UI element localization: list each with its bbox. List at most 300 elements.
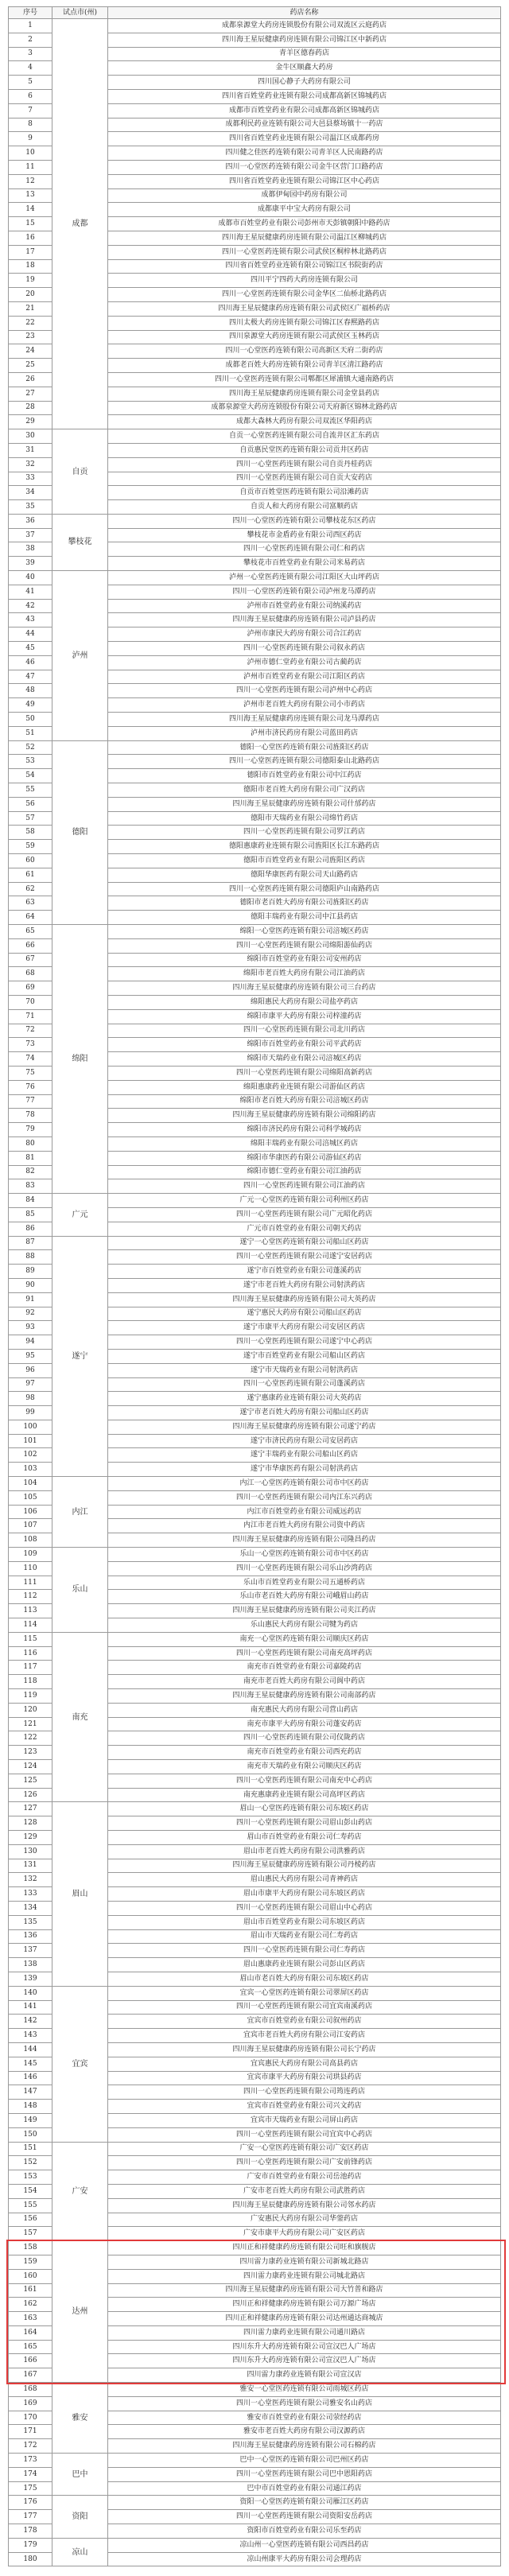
row-seq: 95 bbox=[9, 1349, 52, 1363]
row-store-name: 绵阳惠康药业连锁有限公司游仙区药店 bbox=[108, 1080, 501, 1094]
row-seq: 75 bbox=[9, 1066, 52, 1080]
row-seq: 45 bbox=[9, 642, 52, 656]
row-city: 德阳 bbox=[52, 740, 108, 924]
row-store-name: 德阳惠康药业连锁有限公司旌阳区长江东路药店 bbox=[108, 840, 501, 854]
row-store-name: 成都市百姓堂药业有限公司成都高新区锦城药店 bbox=[108, 103, 501, 118]
table-row bbox=[9, 19, 501, 33]
row-store-name: 眉山一心堂医药连锁有限公司东坡区药店 bbox=[108, 1802, 501, 1816]
row-seq: 119 bbox=[9, 1689, 52, 1704]
row-seq: 62 bbox=[9, 882, 52, 896]
row-store-name: 眉山市百姓堂药业有限公司东坡区药店 bbox=[108, 1915, 501, 1929]
row-seq: 97 bbox=[9, 1377, 52, 1392]
row-seq: 137 bbox=[9, 1944, 52, 1958]
row-store-name: 南充市天瑞药业有限公司顺庆区药店 bbox=[108, 1760, 501, 1774]
row-store-name: 泸州市济民药房有限公司蓝田药店 bbox=[108, 726, 501, 740]
table-row bbox=[9, 925, 501, 939]
row-store-name: 遂宁市济民药房有限公司安居药店 bbox=[108, 1434, 501, 1448]
row-seq: 116 bbox=[9, 1646, 52, 1661]
row-city: 广安 bbox=[52, 2142, 108, 2241]
row-store-name: 四川一心堂医药连锁有限公司泸州龙马潭药店 bbox=[108, 585, 501, 599]
row-seq: 41 bbox=[9, 585, 52, 599]
row-seq: 69 bbox=[9, 981, 52, 996]
row-seq: 127 bbox=[9, 1802, 52, 1816]
row-store-name: 四川一心堂医药连锁有限公司仁和药店 bbox=[108, 542, 501, 557]
row-seq: 176 bbox=[9, 2496, 52, 2510]
row-seq: 99 bbox=[9, 1406, 52, 1420]
row-store-name: 遂宁市华康医药有限公司射洪药店 bbox=[108, 1463, 501, 1477]
row-seq: 32 bbox=[9, 457, 52, 472]
row-store-name: 广元一心堂医药连锁有限公司利州区药店 bbox=[108, 1194, 501, 1208]
row-seq: 114 bbox=[9, 1618, 52, 1633]
row-seq: 65 bbox=[9, 925, 52, 939]
row-seq: 96 bbox=[9, 1363, 52, 1377]
row-store-name: 成都泉源堂大药房连锁股份有限公司双流区云庭药店 bbox=[108, 19, 501, 33]
row-seq: 121 bbox=[9, 1717, 52, 1731]
row-seq: 141 bbox=[9, 2000, 52, 2015]
row-seq: 67 bbox=[9, 953, 52, 967]
row-store-name: 德阳一心堂医药连锁有限公司旌阳区药店 bbox=[108, 740, 501, 755]
row-store-name: 南充惠民大药房有限公司营山药店 bbox=[108, 1703, 501, 1717]
row-store-name: 四川雷力康药业连锁有限公司城北路店 bbox=[108, 2269, 501, 2283]
row-store-name: 四川一心堂医药连锁有限公司蓬溪药店 bbox=[108, 1377, 501, 1392]
row-seq: 71 bbox=[9, 1009, 52, 1024]
row-seq: 165 bbox=[9, 2340, 52, 2354]
table-row bbox=[9, 1986, 501, 2000]
row-store-name: 泸州一心堂医药连锁有限公司江阳区大山坪药店 bbox=[108, 571, 501, 585]
row-store-name: 宜宾一心堂医药连锁有限公司翠屏区药店 bbox=[108, 1986, 501, 2000]
row-seq: 135 bbox=[9, 1915, 52, 1929]
row-seq: 160 bbox=[9, 2269, 52, 2283]
row-store-name: 四川雷力康药业连锁有限公司宣汉店 bbox=[108, 2368, 501, 2383]
row-store-name: 广安市百姓堂药业有限公司岳池药店 bbox=[108, 2170, 501, 2185]
row-store-name: 金牛区顺鑫大药房 bbox=[108, 61, 501, 76]
row-store-name: 绵阳市百姓堂药业有限公司平武药店 bbox=[108, 1038, 501, 1052]
row-seq: 123 bbox=[9, 1746, 52, 1760]
row-store-name: 四川一心堂医药连锁有限公司内江东兴药店 bbox=[108, 1490, 501, 1505]
row-store-name: 南充市百姓堂药业有限公司嘉陵药店 bbox=[108, 1661, 501, 1675]
row-seq: 149 bbox=[9, 2113, 52, 2127]
row-seq: 81 bbox=[9, 1151, 52, 1165]
row-seq: 103 bbox=[9, 1463, 52, 1477]
row-seq: 170 bbox=[9, 2411, 52, 2425]
row-store-name: 雅安一心堂医药连锁有限公司雨城区药店 bbox=[108, 2383, 501, 2397]
row-seq: 52 bbox=[9, 740, 52, 755]
row-seq: 17 bbox=[9, 245, 52, 259]
row-store-name: 四川雷力康药业连锁有限公司通川路店 bbox=[108, 2325, 501, 2340]
row-seq: 169 bbox=[9, 2396, 52, 2411]
header-city: 试点市(州) bbox=[52, 7, 108, 19]
row-seq: 115 bbox=[9, 1632, 52, 1646]
table-row bbox=[9, 514, 501, 528]
table-header-row bbox=[9, 7, 501, 19]
row-seq: 22 bbox=[9, 316, 52, 330]
row-seq: 53 bbox=[9, 755, 52, 769]
row-seq: 73 bbox=[9, 1038, 52, 1052]
table-row bbox=[9, 1802, 501, 1816]
row-seq: 83 bbox=[9, 1179, 52, 1194]
row-seq: 68 bbox=[9, 967, 52, 981]
row-store-name: 四川海王星辰健康药房连锁有限公司石棉药店 bbox=[108, 2439, 501, 2454]
row-store-name: 南充一心堂医药连锁有限公司顺庆区药店 bbox=[108, 1632, 501, 1646]
row-store-name: 南充市百姓堂药业有限公司西充药店 bbox=[108, 1746, 501, 1760]
row-seq: 55 bbox=[9, 783, 52, 798]
row-seq: 44 bbox=[9, 627, 52, 642]
row-seq: 49 bbox=[9, 698, 52, 713]
row-store-name: 四川一心堂医药连锁有限公司广安前锋药店 bbox=[108, 2156, 501, 2170]
row-seq: 23 bbox=[9, 330, 52, 344]
row-seq: 76 bbox=[9, 1080, 52, 1094]
row-store-name: 资阳市百姓堂药业有限公司乐至药店 bbox=[108, 2524, 501, 2539]
row-store-name: 四川海王星辰健康药房连锁有限公司丹棱药店 bbox=[108, 1859, 501, 1873]
row-seq: 20 bbox=[9, 288, 52, 302]
row-seq: 145 bbox=[9, 2057, 52, 2071]
row-seq: 21 bbox=[9, 301, 52, 316]
row-store-name: 宜宾市老百姓大药房有限公司江安药店 bbox=[108, 2029, 501, 2043]
row-seq: 91 bbox=[9, 1292, 52, 1307]
row-store-name: 成都大森林大药房有限公司双流区华阳药店 bbox=[108, 415, 501, 429]
row-store-name: 眉山市百姓堂药业有限公司仁寿药店 bbox=[108, 1831, 501, 1845]
row-seq: 9 bbox=[9, 132, 52, 146]
row-city: 成都 bbox=[52, 19, 108, 429]
row-store-name: 四川海王星辰健康药房连锁有限公司龙马潭药店 bbox=[108, 713, 501, 727]
row-seq: 178 bbox=[9, 2524, 52, 2539]
row-store-name: 四川一心堂医药连锁有限公司攀枝花东区药店 bbox=[108, 514, 501, 528]
row-city: 自贡 bbox=[52, 429, 108, 515]
row-seq: 28 bbox=[9, 401, 52, 415]
row-seq: 12 bbox=[9, 174, 52, 188]
row-store-name: 遂宁市老百姓大药房有限公司射洪药店 bbox=[108, 1278, 501, 1292]
row-seq: 13 bbox=[9, 188, 52, 203]
row-store-name: 四川一心堂医药连锁有限公司泸州中心药店 bbox=[108, 684, 501, 698]
row-city: 达州 bbox=[52, 2241, 108, 2383]
row-seq: 156 bbox=[9, 2213, 52, 2227]
row-seq: 109 bbox=[9, 1548, 52, 1562]
row-store-name: 德阳市百姓堂药业有限公司旌阳区药店 bbox=[108, 854, 501, 868]
row-store-name: 四川一心堂医药连锁有限公司仁寿药店 bbox=[108, 1944, 501, 1958]
row-store-name: 眉山市老百姓大药房有限公司东坡区药店 bbox=[108, 1972, 501, 1986]
row-seq: 78 bbox=[9, 1109, 52, 1123]
row-seq: 142 bbox=[9, 2015, 52, 2029]
row-store-name: 宜宾市百姓堂药业有限公司叙州药店 bbox=[108, 2015, 501, 2029]
row-seq: 19 bbox=[9, 274, 52, 288]
header-store: 药店名称 bbox=[108, 7, 501, 19]
row-seq: 35 bbox=[9, 500, 52, 515]
row-seq: 174 bbox=[9, 2467, 52, 2481]
row-seq: 152 bbox=[9, 2156, 52, 2170]
row-seq: 10 bbox=[9, 146, 52, 161]
row-store-name: 眉山市康平大药房有限公司东坡区药店 bbox=[108, 1887, 501, 1902]
row-store-name: 自贡市百姓堂医药连锁有限公司沿滩药店 bbox=[108, 486, 501, 500]
row-seq: 47 bbox=[9, 670, 52, 684]
table-row bbox=[9, 1194, 501, 1208]
row-seq: 3 bbox=[9, 47, 52, 61]
row-seq: 48 bbox=[9, 684, 52, 698]
row-seq: 16 bbox=[9, 231, 52, 245]
row-store-name: 乐山惠民大药房有限公司犍为药店 bbox=[108, 1618, 501, 1633]
row-seq: 151 bbox=[9, 2142, 52, 2156]
row-store-name: 四川一心堂医药连锁有限公司郫都区犀浦镇大通南路药店 bbox=[108, 372, 501, 387]
row-store-name: 四川一心堂医药连锁有限公司金牛区营门口路药店 bbox=[108, 160, 501, 174]
table-row bbox=[9, 2496, 501, 2510]
row-seq: 167 bbox=[9, 2368, 52, 2383]
table-row bbox=[9, 1548, 501, 1562]
row-store-name: 绵阳市天瑞药业有限公司涪城区药店 bbox=[108, 1052, 501, 1067]
row-store-name: 攀枝花市百姓堂药业有限公司米易药店 bbox=[108, 557, 501, 571]
row-store-name: 四川东升大药房连锁有限公司宣汉巴人广场店 bbox=[108, 2354, 501, 2368]
row-store-name: 遂宁一心堂医药连锁有限公司船山区药店 bbox=[108, 1236, 501, 1250]
row-seq: 150 bbox=[9, 2127, 52, 2142]
row-store-name: 雅安市百姓堂药业有限公司荥经药店 bbox=[108, 2411, 501, 2425]
row-seq: 124 bbox=[9, 1760, 52, 1774]
row-city: 巴中 bbox=[52, 2454, 108, 2496]
row-store-name: 内江市百姓堂药业有限公司威远药店 bbox=[108, 1505, 501, 1519]
row-seq: 14 bbox=[9, 203, 52, 217]
row-store-name: 宜宾惠民大药房有限公司高县药店 bbox=[108, 2057, 501, 2071]
row-seq: 111 bbox=[9, 1576, 52, 1590]
row-store-name: 成都市百姓堂药业有限公司彭州市天彭镇朝阳中路药店 bbox=[108, 217, 501, 231]
row-seq: 38 bbox=[9, 542, 52, 557]
row-city: 泸州 bbox=[52, 571, 108, 741]
row-seq: 120 bbox=[9, 1703, 52, 1717]
row-store-name: 四川一心堂医药连锁有限公司资阳安岳药店 bbox=[108, 2510, 501, 2524]
row-store-name: 四川海王星辰健康药房连锁有限公司锦江区中新药店 bbox=[108, 33, 501, 47]
row-seq: 131 bbox=[9, 1859, 52, 1873]
table-row bbox=[9, 1236, 501, 1250]
row-store-name: 四川一心堂医药连锁有限公司自贡丹桂药店 bbox=[108, 457, 501, 472]
row-store-name: 绵阳市百姓堂药业有限公司安州药店 bbox=[108, 953, 501, 967]
row-seq: 2 bbox=[9, 33, 52, 47]
row-store-name: 眉山市天瑞药业有限公司仁寿药店 bbox=[108, 1929, 501, 1944]
row-store-name: 遂宁惠民大药房有限公司船山区药店 bbox=[108, 1307, 501, 1321]
row-seq: 64 bbox=[9, 911, 52, 925]
row-store-name: 德阳市天瑞药业有限公司绵竹药店 bbox=[108, 811, 501, 826]
row-store-name: 广安惠民大药房有限公司华蓥药店 bbox=[108, 2213, 501, 2227]
row-seq: 54 bbox=[9, 769, 52, 783]
row-seq: 60 bbox=[9, 854, 52, 868]
row-seq: 90 bbox=[9, 1278, 52, 1292]
row-seq: 89 bbox=[9, 1265, 52, 1279]
row-store-name: 自贡惠民堂医药连锁有限公司贡井区药店 bbox=[108, 443, 501, 457]
row-store-name: 四川省百姓堂药业连锁有限公司成都高新区锦城药店 bbox=[108, 89, 501, 103]
row-store-name: 眉山市老百姓大药房有限公司洪雅药店 bbox=[108, 1844, 501, 1859]
row-store-name: 四川一心堂医药连锁有限公司自贡大安药店 bbox=[108, 472, 501, 486]
table-row bbox=[9, 2538, 501, 2552]
row-seq: 24 bbox=[9, 344, 52, 359]
row-store-name: 绵阳一心堂医药连锁有限公司涪城区药店 bbox=[108, 925, 501, 939]
row-store-name: 成都伊甸园中药房有限公司 bbox=[108, 188, 501, 203]
row-store-name: 眉山惠民大药房有限公司青神药店 bbox=[108, 1873, 501, 1887]
row-seq: 117 bbox=[9, 1661, 52, 1675]
row-store-name: 内江市老百姓大药房有限公司资中药店 bbox=[108, 1519, 501, 1533]
row-seq: 112 bbox=[9, 1590, 52, 1604]
row-seq: 63 bbox=[9, 896, 52, 911]
row-seq: 159 bbox=[9, 2255, 52, 2269]
row-city: 攀枝花 bbox=[52, 514, 108, 570]
row-store-name: 凉山州一心堂医药连锁有限公司西昌药店 bbox=[108, 2538, 501, 2552]
row-store-name: 成都康平中宝大药房有限公司 bbox=[108, 203, 501, 217]
table-body bbox=[9, 19, 501, 2566]
row-store-name: 四川一心堂医药连锁有限公司巴中恩阳药店 bbox=[108, 2467, 501, 2481]
row-seq: 98 bbox=[9, 1392, 52, 1406]
row-store-name: 资阳一心堂医药连锁有限公司雁江区药店 bbox=[108, 2496, 501, 2510]
row-seq: 8 bbox=[9, 118, 52, 132]
table-row bbox=[9, 2454, 501, 2468]
row-city: 广元 bbox=[52, 1194, 108, 1236]
row-store-name: 四川海王星辰健康药房连锁有限公司什邡药店 bbox=[108, 797, 501, 811]
row-store-name: 四川一心堂医药连锁有限公司遂宁安居药店 bbox=[108, 1250, 501, 1265]
row-store-name: 四川省百姓堂药业连锁有限公司锦江区书院街药店 bbox=[108, 259, 501, 274]
table-row bbox=[9, 2383, 501, 2397]
row-seq: 27 bbox=[9, 387, 52, 401]
row-store-name: 自贡一心堂医药连锁有限公司自流井区汇东药店 bbox=[108, 429, 501, 444]
row-store-name: 成都老百姓大药房连锁有限公司青羊区清江路药店 bbox=[108, 359, 501, 373]
row-store-name: 遂宁丰瑞药业有限公司船山区药店 bbox=[108, 1448, 501, 1463]
row-store-name: 德阳丰瑞药业有限公司中江县药店 bbox=[108, 911, 501, 925]
row-seq: 72 bbox=[9, 1024, 52, 1038]
row-seq: 146 bbox=[9, 2071, 52, 2085]
row-seq: 51 bbox=[9, 726, 52, 740]
row-seq: 155 bbox=[9, 2198, 52, 2213]
row-seq: 177 bbox=[9, 2510, 52, 2524]
row-seq: 85 bbox=[9, 1207, 52, 1222]
row-store-name: 宜宾市康平大药房有限公司珙县药店 bbox=[108, 2071, 501, 2085]
row-store-name: 广元市百姓堂药业有限公司朝天药店 bbox=[108, 1222, 501, 1236]
row-seq: 5 bbox=[9, 76, 52, 90]
row-store-name: 广安一心堂医药连锁有限公司广安区药店 bbox=[108, 2142, 501, 2156]
table-row bbox=[9, 740, 501, 755]
row-seq: 11 bbox=[9, 160, 52, 174]
row-store-name: 巴中一心堂医药连锁有限公司巴州区药店 bbox=[108, 2454, 501, 2468]
table-row bbox=[9, 1477, 501, 1491]
row-store-name: 绵阳市华康医药有限公司游仙区药店 bbox=[108, 1151, 501, 1165]
row-seq: 130 bbox=[9, 1844, 52, 1859]
row-store-name: 四川平宁四药大药房连锁有限公司 bbox=[108, 274, 501, 288]
row-store-name: 南充市老百姓大药房有限公司阆中药店 bbox=[108, 1675, 501, 1689]
row-store-name: 四川一心堂医药连锁有限公司江油药店 bbox=[108, 1179, 501, 1194]
row-store-name: 四川一心堂医药连锁有限公司乐山沙湾药店 bbox=[108, 1561, 501, 1576]
row-store-name: 泸州市老百姓大药房有限公司小市药店 bbox=[108, 698, 501, 713]
row-city: 绵阳 bbox=[52, 925, 108, 1194]
row-store-name: 绵阳丰瑞药业有限公司涪城区药店 bbox=[108, 1136, 501, 1151]
row-seq: 175 bbox=[9, 2481, 52, 2496]
row-city: 乐山 bbox=[52, 1548, 108, 1633]
row-store-name: 四川正和祥健康药房连锁有限公司旺和旗舰店 bbox=[108, 2241, 501, 2255]
row-store-name: 南充惠康药业连锁有限公司高坪区药店 bbox=[108, 1788, 501, 1802]
row-seq: 58 bbox=[9, 826, 52, 840]
row-store-name: 四川海王星辰健康药房连锁有限公司温江区柳城药店 bbox=[108, 231, 501, 245]
row-seq: 77 bbox=[9, 1094, 52, 1109]
row-store-name: 绵阳市德仁堂药业有限公司江油药店 bbox=[108, 1165, 501, 1179]
row-store-name: 四川海王星辰健康药房连锁有限公司隆昌药店 bbox=[108, 1533, 501, 1548]
row-store-name: 遂宁惠康药业连锁有限公司大英药店 bbox=[108, 1392, 501, 1406]
row-store-name: 四川海王星辰健康药房连锁有限公司绵阳药店 bbox=[108, 1109, 501, 1123]
row-store-name: 四川国心静子大药房有限公司 bbox=[108, 76, 501, 90]
row-seq: 104 bbox=[9, 1477, 52, 1491]
row-store-name: 南充市康平大药房有限公司蓬安药店 bbox=[108, 1717, 501, 1731]
row-store-name: 广安市康平大药房有限公司广安区药店 bbox=[108, 2227, 501, 2241]
row-seq: 61 bbox=[9, 868, 52, 882]
row-seq: 148 bbox=[9, 2100, 52, 2114]
row-store-name: 四川海王星辰健康药房连锁有限公司夹江药店 bbox=[108, 1604, 501, 1618]
row-store-name: 遂宁市老百姓大药房有限公司船山区药店 bbox=[108, 1406, 501, 1420]
row-seq: 57 bbox=[9, 811, 52, 826]
row-store-name: 四川一心堂医药连锁有限公司南充高坪药店 bbox=[108, 1646, 501, 1661]
row-seq: 164 bbox=[9, 2325, 52, 2340]
row-seq: 86 bbox=[9, 1222, 52, 1236]
row-seq: 128 bbox=[9, 1816, 52, 1831]
row-store-name: 自贡人和大药房有限公司富顺药店 bbox=[108, 500, 501, 515]
row-seq: 171 bbox=[9, 2425, 52, 2439]
row-store-name: 宜宾市百姓堂药业有限公司兴文药店 bbox=[108, 2100, 501, 2114]
row-store-name: 四川海王星辰健康药房连锁有限公司南部药店 bbox=[108, 1689, 501, 1704]
row-seq: 36 bbox=[9, 514, 52, 528]
row-store-name: 四川一心堂医药连锁有限公司雅安名山药店 bbox=[108, 2396, 501, 2411]
row-seq: 100 bbox=[9, 1420, 52, 1434]
row-store-name: 乐山市老百姓大药房有限公司峨眉山药店 bbox=[108, 1590, 501, 1604]
row-seq: 157 bbox=[9, 2227, 52, 2241]
row-seq: 125 bbox=[9, 1774, 52, 1788]
row-store-name: 成都泉源堂大药房连锁股份有限公司天府新区锦林北路药店 bbox=[108, 401, 501, 415]
row-store-name: 遂宁市康平大药房有限公司安居区药店 bbox=[108, 1321, 501, 1335]
row-seq: 172 bbox=[9, 2439, 52, 2454]
row-store-name: 巴中市百姓堂药业有限公司通江药店 bbox=[108, 2481, 501, 2496]
row-city: 宜宾 bbox=[52, 1986, 108, 2142]
row-seq: 40 bbox=[9, 571, 52, 585]
row-store-name: 四川泉源堂大药房连锁有限公司武侯区玉林药店 bbox=[108, 330, 501, 344]
row-seq: 166 bbox=[9, 2354, 52, 2368]
row-seq: 84 bbox=[9, 1194, 52, 1208]
row-seq: 6 bbox=[9, 89, 52, 103]
row-store-name: 四川一心堂医药连锁有限公司仪陇药店 bbox=[108, 1731, 501, 1746]
row-seq: 139 bbox=[9, 1972, 52, 1986]
row-seq: 161 bbox=[9, 2283, 52, 2298]
row-store-name: 泸州市德仁堂药业有限公司古蔺药店 bbox=[108, 655, 501, 670]
row-seq: 56 bbox=[9, 797, 52, 811]
row-store-name: 四川海王星辰健康药房连锁有限公司邻水药店 bbox=[108, 2198, 501, 2213]
row-seq: 29 bbox=[9, 415, 52, 429]
row-seq: 33 bbox=[9, 472, 52, 486]
row-store-name: 四川一心堂医药连锁有限公司德阳庐山南路药店 bbox=[108, 882, 501, 896]
row-seq: 118 bbox=[9, 1675, 52, 1689]
row-store-name: 德阳华康医药有限公司天山路药店 bbox=[108, 868, 501, 882]
row-store-name: 四川雷力康药业连锁有限公司新城北路店 bbox=[108, 2255, 501, 2269]
row-seq: 31 bbox=[9, 443, 52, 457]
row-seq: 82 bbox=[9, 1165, 52, 1179]
row-store-name: 绵阳市济民药房有限公司科学城药店 bbox=[108, 1123, 501, 1137]
row-seq: 107 bbox=[9, 1519, 52, 1533]
row-seq: 102 bbox=[9, 1448, 52, 1463]
row-store-name: 四川一心堂医药连锁有限公司宜宾南溪药店 bbox=[108, 2000, 501, 2015]
row-seq: 34 bbox=[9, 486, 52, 500]
row-seq: 43 bbox=[9, 613, 52, 627]
row-seq: 7 bbox=[9, 103, 52, 118]
row-seq: 140 bbox=[9, 1986, 52, 2000]
row-store-name: 四川太极大药房连锁有限公司锦江区春熙路药店 bbox=[108, 316, 501, 330]
row-seq: 105 bbox=[9, 1490, 52, 1505]
row-store-name: 四川一心堂医药连锁有限公司眉山彭山药店 bbox=[108, 1816, 501, 1831]
row-store-name: 四川正和祥健康药房连锁有限公司达州通达商城店 bbox=[108, 2312, 501, 2326]
row-store-name: 四川一心堂医药连锁有限公司南充中心药店 bbox=[108, 1774, 501, 1788]
table-row bbox=[9, 2142, 501, 2156]
row-city: 遂宁 bbox=[52, 1236, 108, 1477]
row-store-name: 四川东升大药房连锁有限公司宣汉巴人广场店 bbox=[108, 2340, 501, 2354]
row-seq: 4 bbox=[9, 61, 52, 76]
row-seq: 93 bbox=[9, 1321, 52, 1335]
row-store-name: 四川一心堂医药连锁有限公司武侯区桐梓林北路药店 bbox=[108, 245, 501, 259]
row-store-name: 雅安市老百姓大药房有限公司汉源药店 bbox=[108, 2425, 501, 2439]
row-store-name: 德阳市老百姓大药房有限公司广汉药店 bbox=[108, 783, 501, 798]
row-store-name: 四川海王星辰健康药房连锁有限公司大英药店 bbox=[108, 1292, 501, 1307]
